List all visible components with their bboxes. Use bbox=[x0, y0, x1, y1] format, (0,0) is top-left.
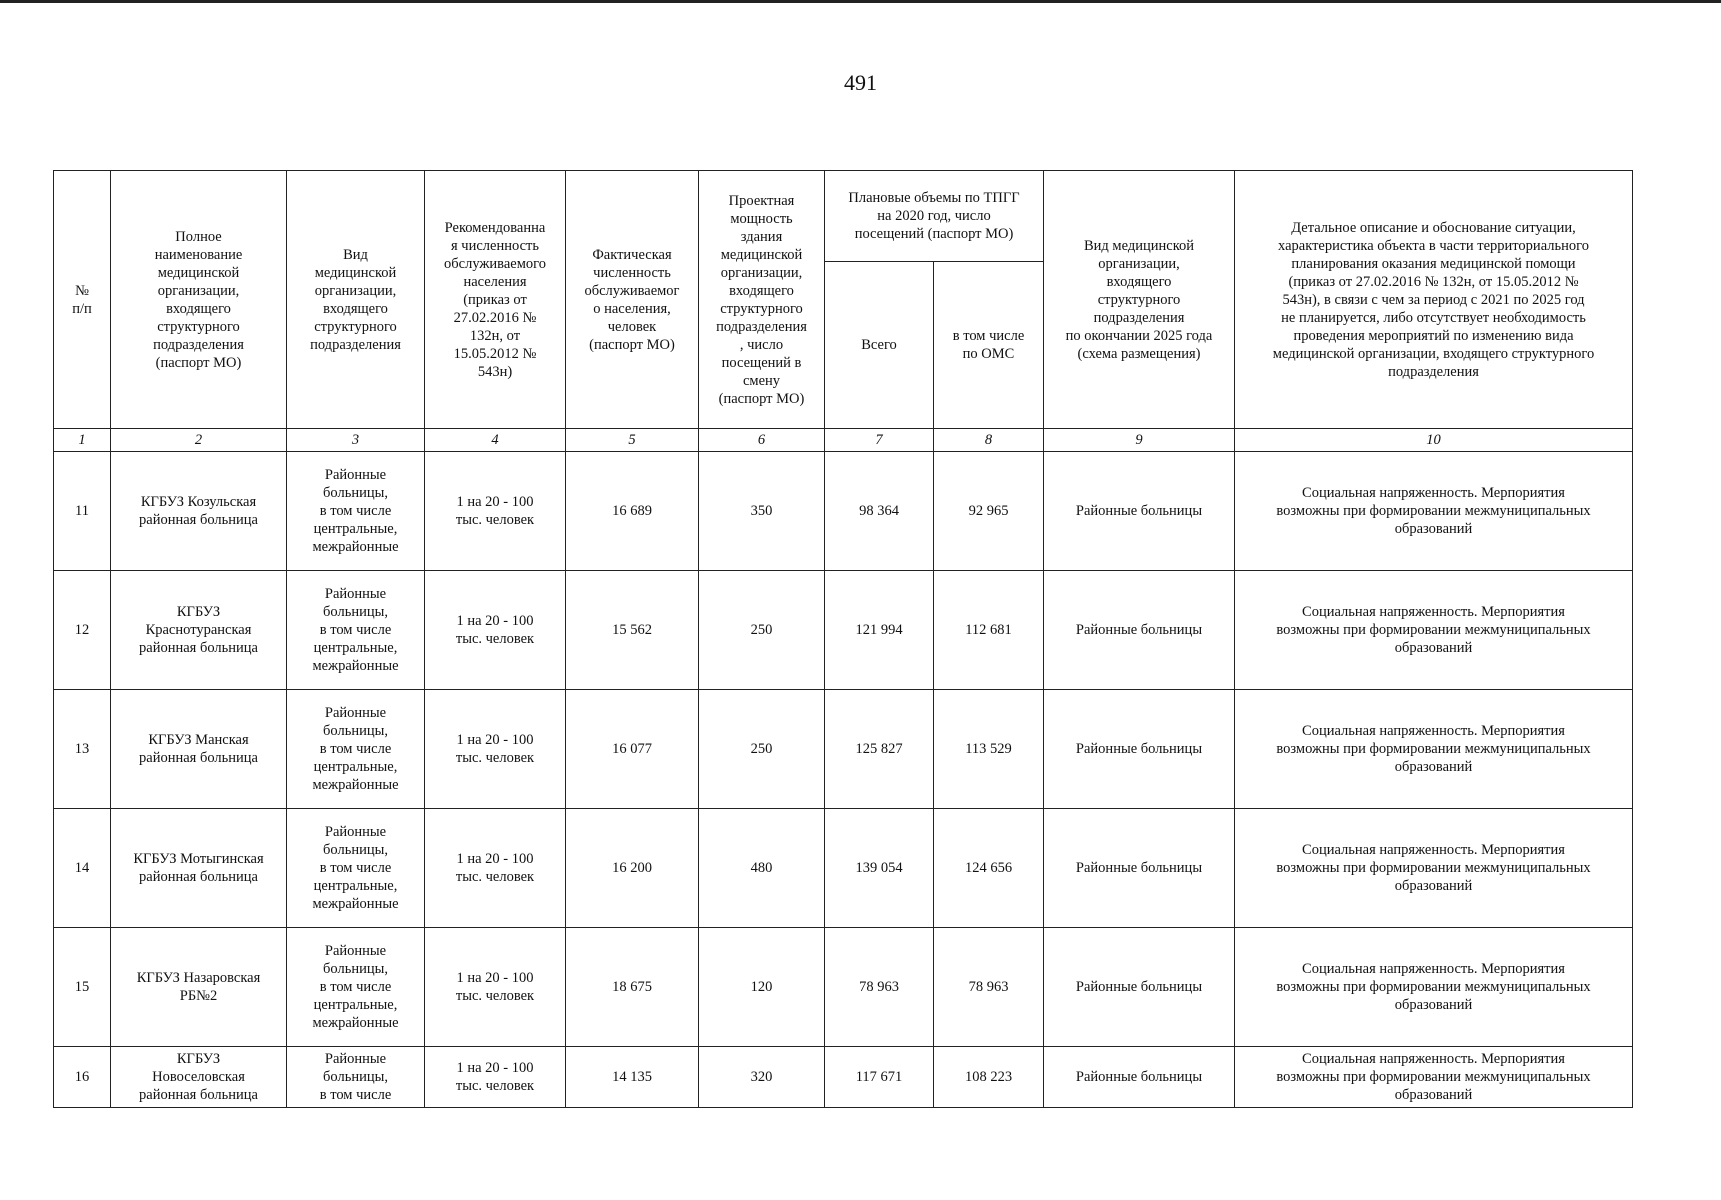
row-capacity: 480 bbox=[699, 809, 825, 928]
row-num: 12 bbox=[54, 571, 111, 690]
row-num: 14 bbox=[54, 809, 111, 928]
row-total: 117 671 bbox=[825, 1047, 934, 1108]
row-capacity: 250 bbox=[699, 690, 825, 809]
row-num: 11 bbox=[54, 452, 111, 571]
row-oms: 108 223 bbox=[934, 1047, 1044, 1108]
row-recommended: 1 на 20 - 100 тыс. человек bbox=[425, 452, 566, 571]
row-name: КГБУЗ Манская районная больница bbox=[111, 690, 287, 809]
column-number: 6 bbox=[699, 429, 825, 452]
header-kind: Вид медицинской организации, входящего структурного подразделения bbox=[287, 171, 425, 429]
row-num: 15 bbox=[54, 928, 111, 1047]
row-actual: 18 675 bbox=[566, 928, 699, 1047]
header-description: Детальное описание и обоснование ситуации, характеристика объекта в части территориального планирования оказания медицинской помощи (приказ от 27.02.2016 № 132н, от 15.05.2012 № 543н), в связи с чем за период с 2021 по 2025 год не планируется, либо отсутствует необходимость проведения мероприятий по изменению вида медицинской организации, входящего структурного подразделения bbox=[1235, 171, 1633, 429]
row-name: КГБУЗ Козульская районная больница bbox=[111, 452, 287, 571]
column-number: 1 bbox=[54, 429, 111, 452]
header-planned-volumes: Плановые объемы по ТПГГ на 2020 год, число посещений (паспорт МО) bbox=[825, 171, 1044, 262]
header-kind-2025: Вид медицинской организации, входящего структурного подразделения по окончании 2025 года (схема размещения) bbox=[1044, 171, 1235, 429]
row-oms: 113 529 bbox=[934, 690, 1044, 809]
row-num: 13 bbox=[54, 690, 111, 809]
header-total: Всего bbox=[825, 262, 934, 429]
row-capacity: 250 bbox=[699, 571, 825, 690]
row-total: 98 364 bbox=[825, 452, 934, 571]
header-recommended: Рекомендованна я численность обслуживаемого населения (приказ от 27.02.2016 № 132н, от 15.05.2012 № 543н) bbox=[425, 171, 566, 429]
row-name: КГБУЗ Назаровская РБ№2 bbox=[111, 928, 287, 1047]
table-row bbox=[54, 452, 1633, 571]
page-number: 491 bbox=[844, 70, 877, 95]
row-capacity: 120 bbox=[699, 928, 825, 1047]
row-actual: 16 200 bbox=[566, 809, 699, 928]
row-actual: 16 077 bbox=[566, 690, 699, 809]
row-oms: 112 681 bbox=[934, 571, 1044, 690]
hospitals-table bbox=[53, 170, 1633, 1108]
header-capacity: Проектная мощность здания медицинской организации, входящего структурного подразделения , число посещений в смену (паспорт МО) bbox=[699, 171, 825, 429]
row-recommended: 1 на 20 - 100 тыс. человек bbox=[425, 690, 566, 809]
column-number: 8 bbox=[934, 429, 1044, 452]
row-actual: 16 689 bbox=[566, 452, 699, 571]
header-num: № п/п bbox=[54, 171, 111, 429]
row-recommended: 1 на 20 - 100 тыс. человек bbox=[425, 928, 566, 1047]
row-description: Социальная напряженность. Мерпориятия возможны при формировании межмуниципальных образований bbox=[1235, 809, 1633, 928]
table-row bbox=[54, 928, 1633, 1047]
row-name: КГБУЗ Мотыгинская районная больница bbox=[111, 809, 287, 928]
row-kind-2025: Районные больницы bbox=[1044, 809, 1235, 928]
row-capacity: 350 bbox=[699, 452, 825, 571]
row-oms: 92 965 bbox=[934, 452, 1044, 571]
row-description: Социальная напряженность. Мерпориятия возможны при формировании межмуниципальных образований bbox=[1235, 571, 1633, 690]
header-name: Полное наименование медицинской организации, входящего структурного подразделения (паспорт МО) bbox=[111, 171, 287, 429]
table-row bbox=[54, 571, 1633, 690]
row-capacity: 320 bbox=[699, 1047, 825, 1108]
table-row bbox=[54, 690, 1633, 809]
table-row bbox=[54, 1047, 1633, 1108]
row-recommended: 1 на 20 - 100 тыс. человек bbox=[425, 571, 566, 690]
row-description: Социальная напряженность. Мерпориятия возможны при формировании межмуниципальных образований bbox=[1235, 452, 1633, 571]
row-kind: Районные больницы, в том числе центральные, межрайонные bbox=[287, 928, 425, 1047]
row-description: Социальная напряженность. Мерпориятия возможны при формировании межмуниципальных образований bbox=[1235, 690, 1633, 809]
row-oms: 124 656 bbox=[934, 809, 1044, 928]
column-number: 2 bbox=[111, 429, 287, 452]
row-oms: 78 963 bbox=[934, 928, 1044, 1047]
row-kind: Районные больницы, в том числе центральные, межрайонные bbox=[287, 690, 425, 809]
row-total: 125 827 bbox=[825, 690, 934, 809]
row-kind-2025: Районные больницы bbox=[1044, 690, 1235, 809]
row-total: 121 994 bbox=[825, 571, 934, 690]
column-number: 7 bbox=[825, 429, 934, 452]
column-number: 4 bbox=[425, 429, 566, 452]
row-kind: Районные больницы, в том числе центральные, межрайонные bbox=[287, 452, 425, 571]
column-number: 5 bbox=[566, 429, 699, 452]
row-kind: Районные больницы, в том числе центральные, межрайонные bbox=[287, 571, 425, 690]
row-kind: Районные больницы, в том числе центральные, межрайонные bbox=[287, 809, 425, 928]
row-recommended: 1 на 20 - 100 тыс. человек bbox=[425, 1047, 566, 1108]
row-recommended: 1 на 20 - 100 тыс. человек bbox=[425, 809, 566, 928]
column-number: 3 bbox=[287, 429, 425, 452]
row-description: Социальная напряженность. Мерпориятия возможны при формировании межмуниципальных образований bbox=[1235, 1047, 1633, 1108]
column-number: 9 bbox=[1044, 429, 1235, 452]
table-row bbox=[54, 809, 1633, 928]
row-kind-2025: Районные больницы bbox=[1044, 1047, 1235, 1108]
header-actual: Фактическая численность обслуживаемог о населения, человек (паспорт МО) bbox=[566, 171, 699, 429]
row-actual: 14 135 bbox=[566, 1047, 699, 1108]
row-actual: 15 562 bbox=[566, 571, 699, 690]
row-name: КГБУЗ Новоселовская районная больница bbox=[111, 1047, 287, 1108]
row-description: Социальная напряженность. Мерпориятия возможны при формировании межмуниципальных образований bbox=[1235, 928, 1633, 1047]
row-num: 16 bbox=[54, 1047, 111, 1108]
row-total: 78 963 bbox=[825, 928, 934, 1047]
header-oms: в том числе по ОМС bbox=[934, 262, 1044, 429]
row-total: 139 054 bbox=[825, 809, 934, 928]
row-name: КГБУЗ Краснотуранская районная больница bbox=[111, 571, 287, 690]
row-kind-2025: Районные больницы bbox=[1044, 571, 1235, 690]
row-kind: Районные больницы, в том числе bbox=[287, 1047, 425, 1108]
row-kind-2025: Районные больницы bbox=[1044, 452, 1235, 571]
row-kind-2025: Районные больницы bbox=[1044, 928, 1235, 1047]
column-number: 10 bbox=[1235, 429, 1633, 452]
top-border-line bbox=[0, 0, 1721, 3]
